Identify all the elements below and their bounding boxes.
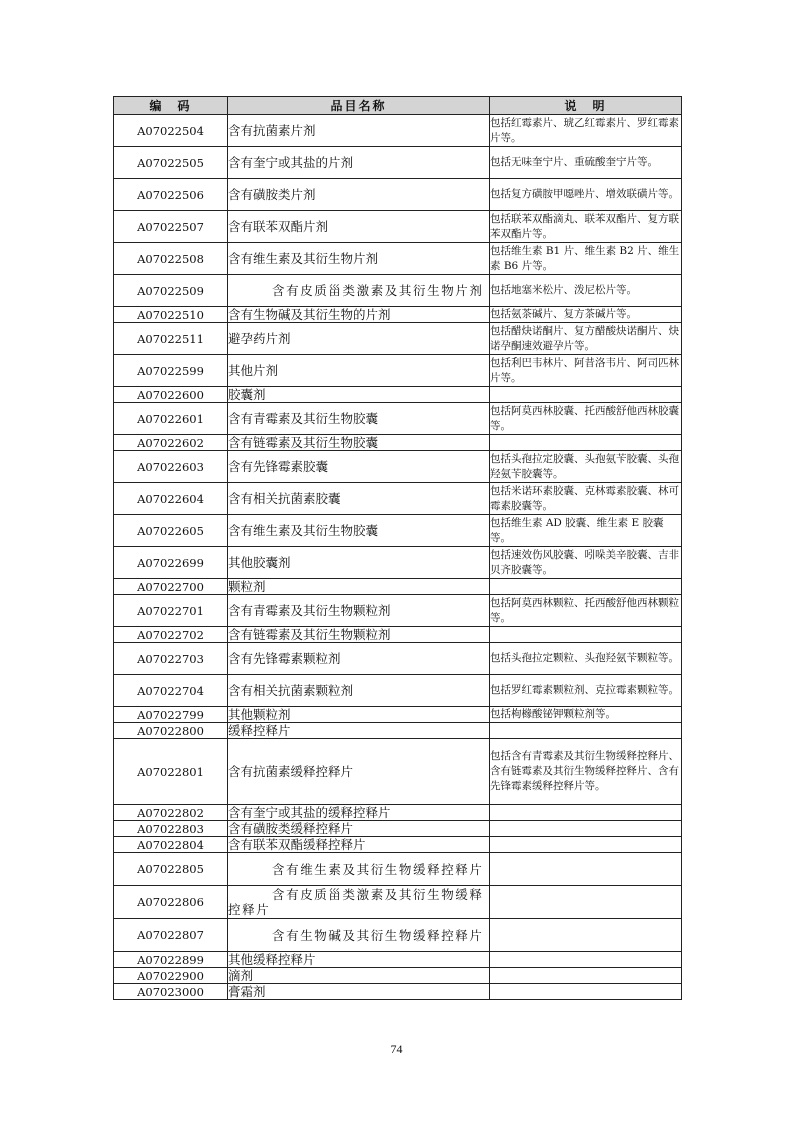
item-code: A07022703 [114,643,228,675]
item-code: A07022504 [114,115,228,147]
table-row [114,821,682,837]
item-name: 含有生物碱及其衍生物的片剂 [228,307,490,323]
item-code: A07022801 [114,739,228,805]
item-code: A07022804 [114,837,228,853]
item-code: A07022699 [114,547,228,579]
item-note: 包括头孢拉定胶囊、头孢氨苄胶囊、头孢羟氨苄胶囊等。 [490,451,682,483]
item-note: 包括复方磺胺甲噁唑片、增效联磺片等。 [490,179,682,211]
item-code: A07022807 [114,919,228,952]
item-note: 包括米诺环素胶囊、克林霉素胶囊、林可霉素胶囊等。 [490,483,682,515]
item-note [490,627,682,643]
table-row [114,179,682,211]
item-code: A07022603 [114,451,228,483]
item-note: 包括速效伤风胶囊、吲哚美辛胶囊、吉非贝齐胶囊等。 [490,547,682,579]
item-name: 缓释控释片 [228,723,490,739]
page-number: 74 [390,1042,403,1056]
table-row [114,483,682,515]
item-name: 含有皮质甾类激素及其衍生物片剂 [228,275,490,307]
item-name: 含有磺胺类缓释控释片 [228,821,490,837]
table-row [114,243,682,275]
item-code: A07022802 [114,805,228,821]
item-code: A07022702 [114,627,228,643]
item-note: 包括醋炔诺酮片、复方醋酸炔诺酮片、炔诺孕酮速效避孕片等。 [490,323,682,355]
table-row [114,307,682,323]
item-name: 含有相关抗菌素颗粒剂 [228,675,490,707]
table-row [114,853,682,886]
catalog-table [113,96,682,1000]
item-code: A07022800 [114,723,228,739]
item-code: A07022505 [114,147,228,179]
item-name: 含有奎宁或其盐的片剂 [228,147,490,179]
item-note [490,984,682,1000]
item-code: A07022599 [114,355,228,387]
item-code: A07022704 [114,675,228,707]
item-name: 含有维生素及其衍生物片剂 [228,243,490,275]
table-row [114,547,682,579]
item-note: 包括头孢拉定颗粒、头孢羟氨苄颗粒等。 [490,643,682,675]
item-name: 其他胶囊剂 [228,547,490,579]
item-name: 含有抗菌素缓释控释片 [228,739,490,805]
table-row [114,275,682,307]
item-name: 滴剂 [228,968,490,984]
item-name: 含有先锋霉素颗粒剂 [228,643,490,675]
item-name: 避孕药片剂 [228,323,490,355]
item-name: 颗粒剂 [228,579,490,595]
item-note [490,968,682,984]
table-row [114,147,682,179]
table-row [114,643,682,675]
item-name: 含有生物碱及其衍生物缓释控释片 [228,919,490,952]
item-code: A07022601 [114,403,228,435]
item-note: 包括枸橼酸铋钾颗粒剂等。 [490,707,682,723]
item-name: 含有抗菌素片剂 [228,115,490,147]
item-name: 含有链霉素及其衍生物颗粒剂 [228,627,490,643]
table-row [114,919,682,952]
table-row [114,515,682,547]
item-name: 含有磺胺类片剂 [228,179,490,211]
item-note: 包括维生素 B1 片、维生素 B2 片、维生素 B6 片等。 [490,243,682,275]
item-note: 包括无味奎宁片、重硫酸奎宁片等。 [490,147,682,179]
table-row [114,323,682,355]
item-name: 含有联苯双酯缓释控释片 [228,837,490,853]
table-row [114,739,682,805]
item-code: A07022507 [114,211,228,243]
item-note [490,579,682,595]
item-note: 包括阿莫西林颗粒、托西酸舒他西林颗粒等。 [490,595,682,627]
item-code: A07022900 [114,968,228,984]
item-code: A07022701 [114,595,228,627]
table-row [114,627,682,643]
table-row [114,707,682,723]
table-row [114,211,682,243]
item-note: 包括氨茶碱片、复方茶碱片等。 [490,307,682,323]
column-header-name: 品目名称 [228,97,490,115]
table-row [114,115,682,147]
table-row [114,952,682,968]
item-name: 膏霜剂 [228,984,490,1000]
table-row [114,355,682,387]
table-row [114,886,682,919]
table-row [114,723,682,739]
table-row [114,435,682,451]
table-row [114,595,682,627]
table-row [114,387,682,403]
item-note: 包括罗红霉素颗粒剂、克拉霉素颗粒等。 [490,675,682,707]
item-code: A07022605 [114,515,228,547]
table-row [114,451,682,483]
item-name: 含有奎宁或其盐的缓释控释片 [228,805,490,821]
item-code: A07022509 [114,275,228,307]
item-name: 含有链霉素及其衍生物胶囊 [228,435,490,451]
item-name: 其他缓释控释片 [228,952,490,968]
column-header-note: 说 明 [490,97,682,115]
item-note [490,821,682,837]
item-code: A07022508 [114,243,228,275]
item-note [490,387,682,403]
item-code: A07022805 [114,853,228,886]
item-note: 包括红霉素片、琥乙红霉素片、罗红霉素片等。 [490,115,682,147]
item-code: A07022511 [114,323,228,355]
item-note [490,837,682,853]
item-note [490,919,682,952]
item-code: A07022604 [114,483,228,515]
item-code: A07022600 [114,387,228,403]
item-name: 含有皮质甾类激素及其衍生物缓释控释片 [228,886,490,919]
table-row [114,805,682,821]
item-code: A07022899 [114,952,228,968]
item-code: A07022506 [114,179,228,211]
item-name: 胶囊剂 [228,387,490,403]
item-note [490,952,682,968]
item-code: A07022806 [114,886,228,919]
item-note [490,853,682,886]
table-row [114,837,682,853]
item-name: 含有相关抗菌素胶囊 [228,483,490,515]
item-name: 含有青霉素及其衍生物胶囊 [228,403,490,435]
item-note: 包括联苯双酯滴丸、联苯双酯片、复方联苯双酯片等。 [490,211,682,243]
item-note [490,805,682,821]
table-header-row [114,97,682,115]
item-note: 包括含有青霉素及其衍生物缓释控释片、含有链霉素及其衍生物缓释控释片、含有先锋霉素缓释控释片等。 [490,739,682,805]
item-note [490,886,682,919]
table-row [114,984,682,1000]
item-name: 含有维生素及其衍生物胶囊 [228,515,490,547]
item-name: 其他片剂 [228,355,490,387]
item-name: 其他颗粒剂 [228,707,490,723]
item-code: A07023000 [114,984,228,1000]
item-note: 包括阿莫西林胶囊、托西酸舒他西林胶囊等。 [490,403,682,435]
item-name: 含有青霉素及其衍生物颗粒剂 [228,595,490,627]
item-note: 包括利巴韦林片、阿昔洛韦片、阿司匹林片等。 [490,355,682,387]
item-note [490,723,682,739]
column-header-code: 编 码 [114,97,228,115]
table-row [114,579,682,595]
item-code: A07022510 [114,307,228,323]
item-note: 包括维生素 AD 胶囊、维生素 E 胶囊等。 [490,515,682,547]
item-name: 含有先锋霉素胶囊 [228,451,490,483]
item-code: A07022803 [114,821,228,837]
item-name: 含有维生素及其衍生物缓释控释片 [228,853,490,886]
item-code: A07022799 [114,707,228,723]
item-name: 含有联苯双酯片剂 [228,211,490,243]
item-code: A07022602 [114,435,228,451]
item-note [490,435,682,451]
item-code: A07022700 [114,579,228,595]
table-row [114,968,682,984]
item-note: 包括地塞米松片、泼尼松片等。 [490,275,682,307]
table-row [114,403,682,435]
table-row [114,675,682,707]
